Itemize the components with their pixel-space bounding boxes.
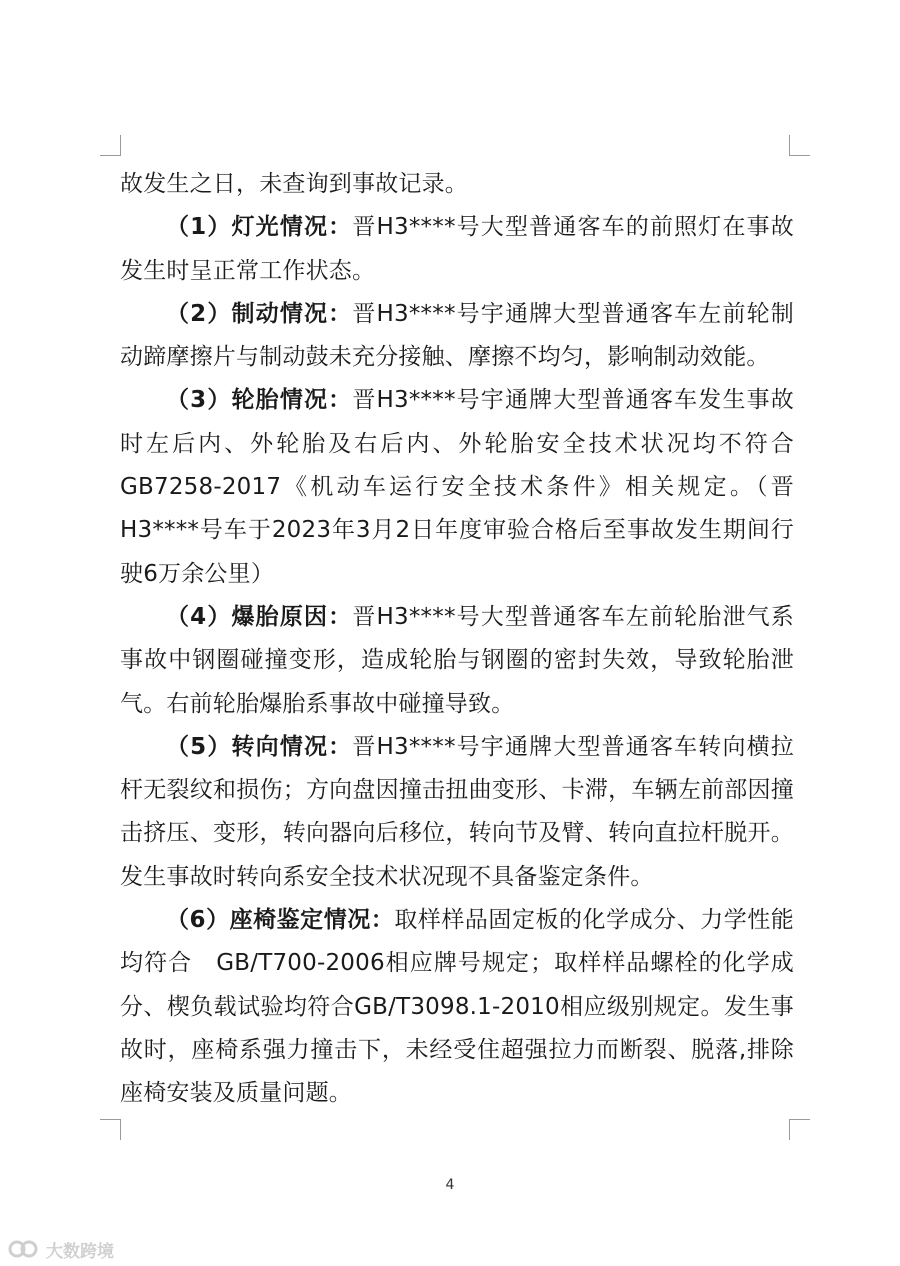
paragraph-heading: （4）爆胎原因： [166,603,353,630]
watermark-text: 大数跨境 [46,1241,114,1262]
crop-mark-bottom-left [100,1119,121,1140]
paragraph-heading: （5）转向情况： [166,733,353,760]
paragraph-lighting [120,206,794,293]
crop-mark-top-left [100,135,121,156]
document-body [120,163,794,1116]
paragraph-heading: （2）制动情况： [166,300,353,327]
paragraph-text: 晋H3****号宇通牌大型普通客车发生事故时左后内、外轮胎及右后内、外轮胎安全技术状况均不符合GB7258-2017《机动车运行安全技术条件》相关规定。（晋H3****号车于2023年3月2日年度审验合格后至事故发生期间行驶6万余公里） [120,387,794,587]
logo-icon [8,1238,40,1260]
paragraph-text: 取样样品固定板的化学成分、力学性能均符合 GB/T700-2006相应牌号规定；取样样品螺栓的化学成分、楔负载试验均符合GB/T3098.1-2010相应级别规定。发生事故时，座椅系强力撞击下，未经受住超强拉力而断裂、脱落,排除座椅安装及质量问题。 [120,907,794,1107]
paragraph-heading: （3）轮胎情况： [166,387,353,414]
paragraph-heading: （1）灯光情况： [166,214,353,241]
crop-mark-top-right [789,135,810,156]
crop-mark-bottom-right [789,1119,810,1140]
paragraph-braking [120,293,794,380]
paragraph-heading: （6）座椅鉴定情况： [166,907,395,934]
paragraph-text: 晋H3****号大型普通客车左前轮胎泄气系事故中钢圈碰撞变形，造成轮胎与钢圈的密封失效，导致轮胎泄气。右前轮胎爆胎系事故中碰撞导致。 [120,603,794,717]
paragraph-seats [120,899,794,1115]
paragraph-continuation [120,163,794,206]
watermark [8,1236,114,1262]
paragraph-text: 晋H3****号大型普通客车的前照灯在事故发生时呈正常工作状态。 [120,214,794,284]
paragraph-blowout-cause [120,596,794,726]
paragraph-tires [120,379,794,595]
page-number: 4 [445,1177,455,1193]
paragraph-steering [120,726,794,899]
paragraph-text: 晋H3****号宇通牌大型普通客车转向横拉杆无裂纹和损伤；方向盘因撞击扭曲变形、卡滞，车辆左前部因撞击挤压、变形，转向器向后移位，转向节及臂、转向直拉杆脱开。发生事故时转向系安全技术状况现不具备鉴定条件。 [120,733,794,890]
paragraph-text: 故发生之日，未查询到事故记录。 [120,171,468,197]
paragraph-text: 晋H3****号宇通牌大型普通客车左前轮制动蹄摩擦片与制动鼓未充分接触、摩擦不均匀，影响制动效能。 [120,300,794,371]
